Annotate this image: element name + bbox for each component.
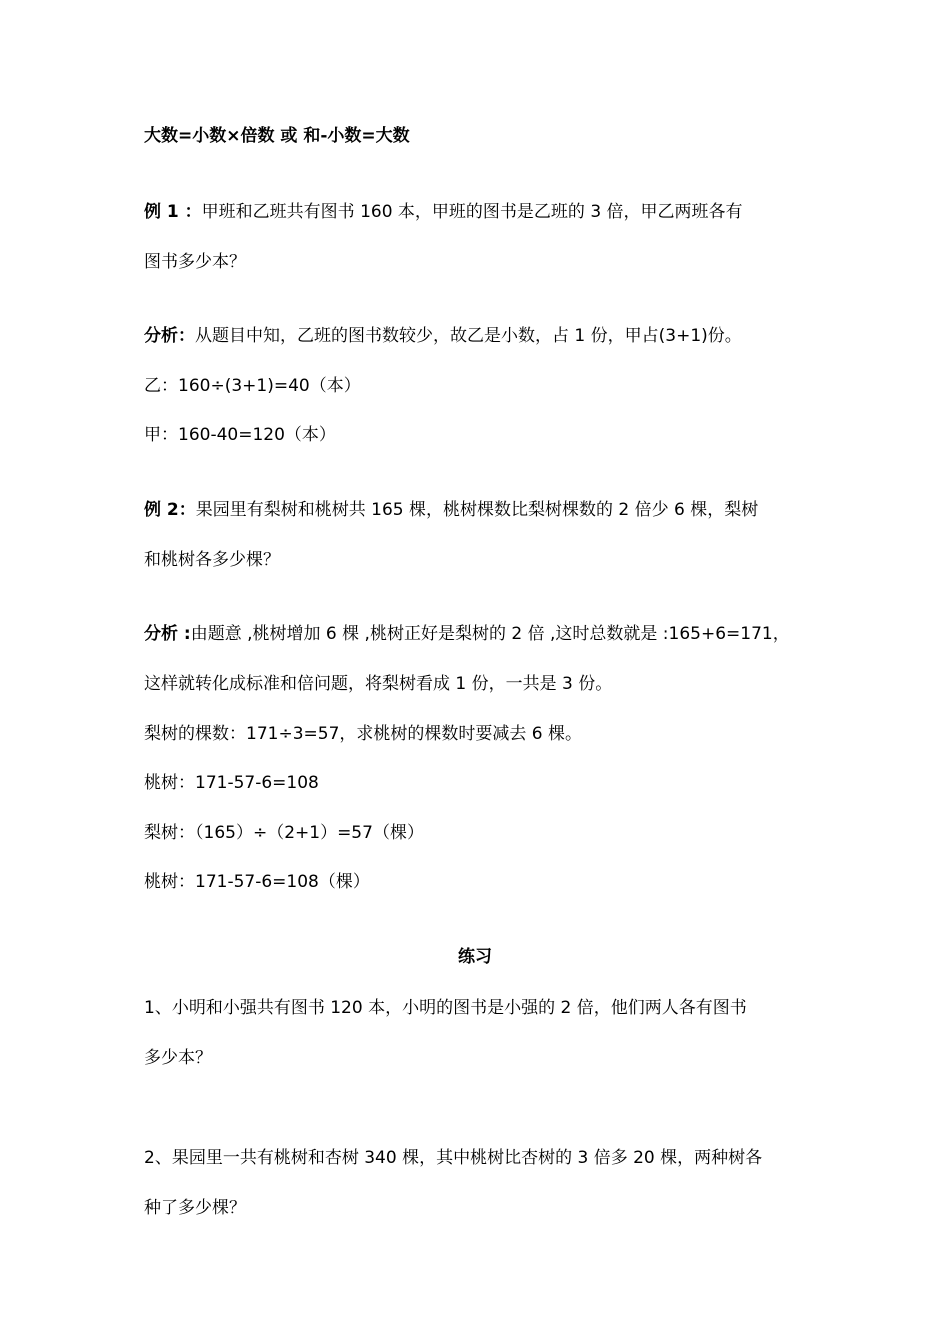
analysis2-line2: 这样就转化成标准和倍问题，将梨树看成 1 份，一共是 3 份。 — [144, 674, 613, 694]
analysis2-step1: 梨树的棵数：171÷3=57，求桃树的棵数时要减去 6 棵。 — [144, 724, 583, 744]
example2-text: 果园里有梨树和桃树共 165 棵，桃树棵数比梨树棵数的 2 倍少 6 棵，梨树 — [195, 500, 759, 520]
practice-q1-line2: 多少本？ — [144, 1048, 212, 1068]
practice-q2-line1: 2、果园里一共有桃树和杏树 340 棵，其中桃树比杏树的 3 倍多 20 棵，两种树各 — [144, 1148, 763, 1168]
analysis1-step2: 甲：160-40=120（本） — [144, 425, 336, 445]
formula-heading: 大数=小数×倍数 或 和-小数=大数 — [144, 126, 410, 146]
example2-line2: 和桃树各多少棵？ — [144, 550, 280, 570]
example1-label: 例 1 ： — [144, 202, 202, 222]
analysis1-text: 从题目中知，乙班的图书数较少，故乙是小数，占 1 份，甲占(3+1)份。 — [195, 326, 742, 346]
practice-title: 练习 — [458, 947, 492, 967]
analysis2-text: 由题意 ,桃树增加 6 棵 ,桃树正好是梨树的 2 倍 ,这时总数就是 :165+6=171， — [190, 624, 790, 644]
example2-line1 — [144, 498, 758, 522]
analysis2-label: 分析 : — [144, 624, 191, 644]
analysis1-label: 分析： — [144, 326, 195, 346]
analysis2-step2: 桃树：171-57-6=108 — [144, 773, 319, 793]
example1-text: 甲班和乙班共有图书 160 本，甲班的图书是乙班的 3 倍，甲乙两班各有 — [201, 202, 743, 222]
analysis1-step1: 乙：160÷(3+1)=40（本） — [144, 376, 361, 396]
practice-q1-line1: 1、小明和小强共有图书 120 本，小明的图书是小强的 2 倍，他们两人各有图书 — [144, 998, 747, 1018]
analysis1-paragraph — [144, 324, 742, 348]
analysis2-step4: 桃树：171-57-6=108（棵） — [144, 872, 370, 892]
example1-line2: 图书多少本？ — [144, 252, 246, 272]
analysis2-step3: 梨树：（165）÷（2+1）=57（棵） — [144, 823, 424, 843]
practice-q2-line2: 种了多少棵？ — [144, 1198, 246, 1218]
analysis2-line1 — [144, 622, 790, 646]
example2-label: 例 2： — [144, 500, 196, 520]
example1-line1 — [144, 200, 743, 224]
